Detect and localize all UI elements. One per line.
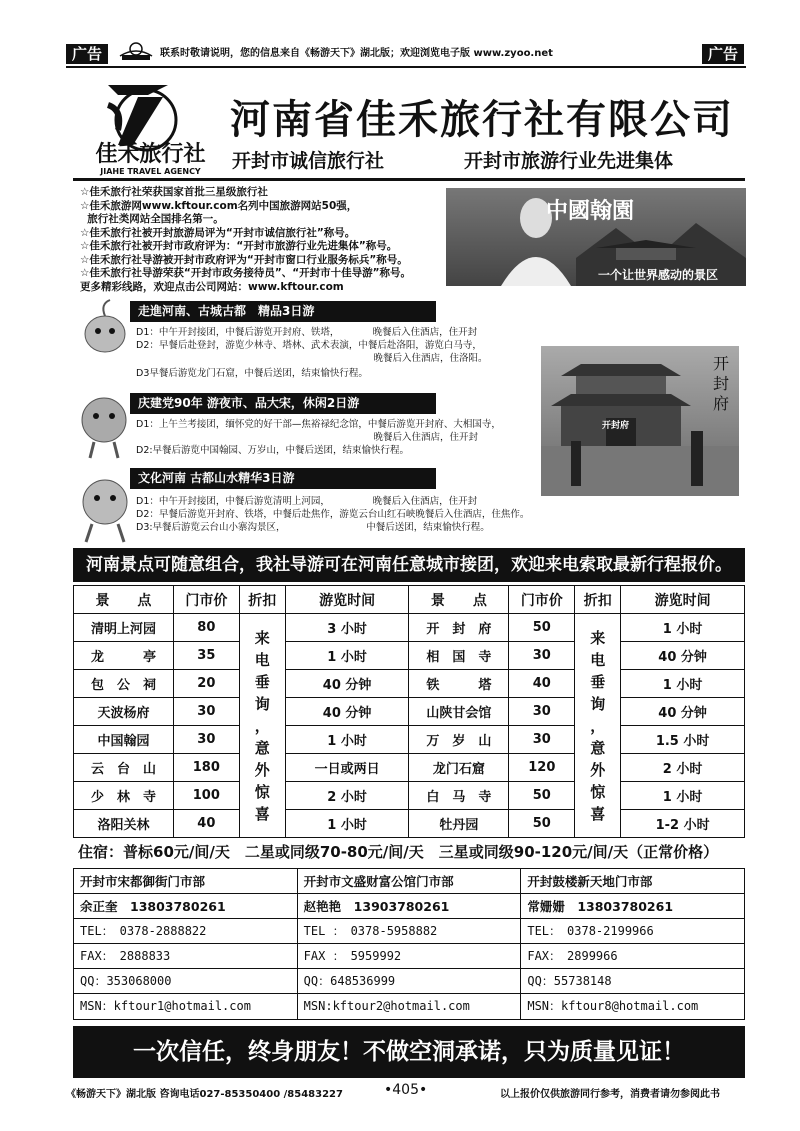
discount-char: 喜 bbox=[590, 804, 606, 823]
itinerary-line: D3早餐后游览龙门石窟，中餐后送团，结束愉快行程。 bbox=[136, 368, 368, 379]
gate-plaque: 开封府 bbox=[602, 421, 630, 431]
itinerary-line: D3:早餐后游览云台山小寨沟景区， 中餐后送团，结束愉快行程。 bbox=[136, 522, 490, 533]
spot-price: 30 bbox=[173, 698, 239, 726]
spot-price: 120 bbox=[509, 754, 575, 782]
header-rule bbox=[66, 66, 746, 68]
discount-char: 来 bbox=[590, 628, 606, 647]
tour-itinerary bbox=[136, 326, 488, 380]
spot-name: 云 台 山 bbox=[74, 754, 174, 782]
spot-duration: 40 分钟 bbox=[621, 698, 745, 726]
discount-char: 垂 bbox=[590, 672, 606, 691]
itinerary-line: 晚餐后入住酒店，住开封 bbox=[136, 432, 479, 443]
store-contact: 赵艳艳 13903780261 bbox=[298, 894, 521, 919]
store-card bbox=[298, 869, 522, 1019]
highlight-item: ☆佳禾旅行社被开封旅游局评为“开封市诚信旅行社”称号。 bbox=[80, 226, 356, 239]
store-fax: FAX： 2899966 bbox=[521, 944, 744, 969]
highlight-item: ☆佳禾旅行社被开封市政府评为：“开封市旅游行业先进集体”称号。 bbox=[80, 240, 398, 252]
itinerary-line: D1：中午开封接团，中餐后游览清明上河园， 晚餐后入住酒店，住开封 bbox=[136, 496, 478, 507]
store-name: 开封市文盛财富公馆门市部 bbox=[298, 869, 521, 894]
price-table bbox=[73, 585, 745, 838]
spot-duration: 40 分钟 bbox=[285, 698, 409, 726]
store-tel: TEL ： 0378-5958882 bbox=[298, 919, 521, 944]
spot-name: 中国翰园 bbox=[74, 726, 174, 754]
logo-english-text: JIAHE TRAVEL AGENCY bbox=[100, 167, 201, 176]
spot-name: 牡丹园 bbox=[409, 810, 509, 838]
spot-name: 龙门石窟 bbox=[409, 754, 509, 782]
highlight-item: ☆佳禾旅游网www.kftour.com名列中国旅游网站50强， bbox=[80, 199, 358, 212]
spot-duration: 1 小时 bbox=[285, 810, 409, 838]
store-tel: TEL： 0378-2199966 bbox=[521, 919, 744, 944]
spot-price: 80 bbox=[173, 614, 239, 642]
itinerary-line: 晚餐后入住酒店，住洛阳。 bbox=[136, 353, 488, 364]
combo-banner: 河南景点可随意组合，我社导游可在河南任意城市接团，欢迎来电索取最新行程报价。 bbox=[73, 548, 745, 582]
tour-title: 走進河南、古城古都 精品3日游 bbox=[130, 301, 436, 322]
discount-char: 外 bbox=[254, 760, 270, 779]
spot-duration: 1 小时 bbox=[285, 642, 409, 670]
header-cell: 景 点 bbox=[409, 586, 509, 614]
spot-price: 30 bbox=[509, 698, 575, 726]
spot-name: 包 公 祠 bbox=[74, 670, 174, 698]
footer-left: 《畅游天下》湖北版 咨询电话027-85350400 /85483227 bbox=[66, 1089, 343, 1100]
spot-price: 40 bbox=[173, 810, 239, 838]
lodging-prices: 住宿：普标60元/间/天 二星或同级70-80元/间/天 三星或同级90-120元/间/天（正常价格） bbox=[78, 843, 719, 861]
itinerary-line: D1：上午兰考接团，缅怀党的好干部—焦裕禄纪念馆，中餐后游览开封府、大相国寺， bbox=[136, 419, 501, 430]
table-row bbox=[74, 726, 745, 754]
header-cell: 游览时间 bbox=[621, 586, 745, 614]
store-name: 开封鼓楼新天地门市部 bbox=[521, 869, 744, 894]
store-msn: MSN：kftour8@hotmail.com bbox=[527, 999, 699, 1013]
spot-name: 少 林 寺 bbox=[74, 782, 174, 810]
itinerary-line: D2：早餐后赴登封，游览少林寺、塔林、武术表演，中餐后赴洛阳，游览白马寺， bbox=[136, 340, 482, 351]
discount-char: 喜 bbox=[254, 804, 270, 823]
spot-price: 30 bbox=[173, 726, 239, 754]
spot-price: 35 bbox=[173, 642, 239, 670]
slogan-left: 开封市诚信旅行社 bbox=[232, 150, 385, 172]
spot-name: 龙 亭 bbox=[74, 642, 174, 670]
spot-duration: 1.5 小时 bbox=[621, 726, 745, 754]
slogan-right: 开封市旅游行业先进集体 bbox=[464, 150, 674, 172]
discount-char: 垂 bbox=[254, 672, 270, 691]
tour-title: 庆建党90年 游夜市、品大宋，休闲2日游 bbox=[130, 393, 436, 414]
spot-duration: 2 小时 bbox=[285, 782, 409, 810]
company-logo bbox=[78, 75, 223, 180]
spot-duration: 40 分钟 bbox=[285, 670, 409, 698]
spot-price: 50 bbox=[509, 614, 575, 642]
palace-image bbox=[541, 346, 739, 496]
spot-name: 山陕甘会馆 bbox=[409, 698, 509, 726]
itinerary-line: D2：早餐后游览开封府、铁塔，中餐后赴焦作，游览云台山红石峡晚餐后入住酒店，住焦作。 bbox=[136, 509, 530, 520]
store-contact: 常姗姗 13803780261 bbox=[521, 894, 744, 919]
header-cell: 门市价 bbox=[173, 586, 239, 614]
spot-duration: 2 小时 bbox=[621, 754, 745, 782]
spot-price: 30 bbox=[509, 642, 575, 670]
spot-duration: 40 分钟 bbox=[621, 642, 745, 670]
publisher-note: 联系时敬请说明，您的信息来自《畅游天下》湖北版；欢迎浏览电子版 www.zyoo.net bbox=[160, 48, 553, 59]
spot-name: 白 马 寺 bbox=[409, 782, 509, 810]
store-contact: 余正奎 13803780261 bbox=[74, 894, 297, 919]
itinerary-line: D1：中午开封接团，中餐后游览开封府、铁塔， 晚餐后入住酒店，住开封 bbox=[136, 327, 478, 338]
highlights-list bbox=[80, 186, 411, 294]
store-tel: TEL： 0378-2888822 bbox=[74, 919, 297, 944]
discount-char: ， bbox=[254, 716, 270, 735]
discount-char: 惊 bbox=[590, 782, 606, 801]
spot-name: 清明上河园 bbox=[74, 614, 174, 642]
header-cell: 游览时间 bbox=[285, 586, 409, 614]
store-qq: QQ：353068000 bbox=[74, 969, 297, 994]
discount-char: 外 bbox=[590, 760, 606, 779]
photo-caption: 一个让世界感动的景区 bbox=[598, 268, 719, 282]
spot-price: 20 bbox=[173, 670, 239, 698]
spot-name: 铁 塔 bbox=[409, 670, 509, 698]
discount-char: 询 bbox=[254, 694, 270, 713]
store-qq: QQ：648536999 bbox=[298, 969, 521, 994]
discount-char: 惊 bbox=[254, 782, 270, 801]
discount-note-right bbox=[575, 614, 621, 838]
highlight-website: 更多精彩线路，欢迎点击公司网站：www.kftour.com bbox=[80, 280, 344, 293]
store-msn: MSN:kftour2@hotmail.com bbox=[303, 999, 470, 1013]
photo-kaifengfu bbox=[541, 346, 739, 496]
table-row bbox=[74, 670, 745, 698]
spot-price: 50 bbox=[509, 810, 575, 838]
store-name: 开封市宋都御街门市部 bbox=[74, 869, 297, 894]
logo-chinese-text: 佳禾旅行社 bbox=[95, 141, 206, 167]
ad-label-left: 广告 bbox=[66, 44, 108, 64]
table-row bbox=[74, 614, 745, 642]
company-name: 河南省佳禾旅行社有限公司 bbox=[230, 97, 734, 143]
spot-name: 万 岁 山 bbox=[409, 726, 509, 754]
tour-itinerary bbox=[136, 495, 529, 534]
spot-price: 50 bbox=[509, 782, 575, 810]
spot-duration: 1 小时 bbox=[621, 782, 745, 810]
header-cell: 折扣 bbox=[239, 586, 285, 614]
header-cell: 景 点 bbox=[74, 586, 174, 614]
itinerary-line: D2:早餐后游览中国翰园、万岁山，中餐后送团，结束愉快行程。 bbox=[136, 445, 410, 456]
table-row bbox=[74, 754, 745, 782]
table-header-row bbox=[74, 586, 745, 614]
store-card bbox=[74, 869, 298, 1019]
spot-price: 100 bbox=[173, 782, 239, 810]
photo-hanyuan bbox=[446, 188, 746, 286]
spot-duration: 一日或两日 bbox=[285, 754, 409, 782]
table-row bbox=[74, 698, 745, 726]
spot-price: 40 bbox=[509, 670, 575, 698]
table-row bbox=[74, 642, 745, 670]
spot-name: 相 国 寺 bbox=[409, 642, 509, 670]
company-rule bbox=[73, 178, 745, 181]
photo-vertical-caption: 开封府 bbox=[713, 354, 730, 413]
table-row bbox=[74, 810, 745, 838]
discount-char: ， bbox=[590, 716, 606, 735]
bottom-slogan: 一次信任，终身朋友！不做空洞承诺，只为质量见证！ bbox=[73, 1026, 745, 1078]
mascot-icon bbox=[78, 468, 132, 546]
spot-duration: 1 小时 bbox=[621, 670, 745, 698]
tour-title: 文化河南 古都山水精华3日游 bbox=[130, 468, 436, 489]
ad-label-right: 广告 bbox=[702, 44, 744, 64]
discount-char: 来 bbox=[254, 628, 270, 647]
page-number: •405• bbox=[384, 1082, 428, 1098]
photo-brand: 中國翰園 bbox=[546, 198, 635, 224]
spot-name: 开 封 府 bbox=[409, 614, 509, 642]
spot-duration: 3 小时 bbox=[285, 614, 409, 642]
store-contacts bbox=[73, 868, 745, 1020]
highlight-item: ☆佳禾旅行社荣获国家首批三星级旅行社 bbox=[80, 186, 268, 198]
discount-char: 意 bbox=[254, 738, 270, 757]
discount-char: 电 bbox=[254, 650, 270, 669]
store-card bbox=[521, 869, 744, 1019]
header-cell: 折扣 bbox=[575, 586, 621, 614]
spot-duration: 1 小时 bbox=[621, 614, 745, 642]
store-msn: MSN：kftour1@hotmail.com bbox=[80, 999, 251, 1013]
spot-price: 30 bbox=[509, 726, 575, 754]
spot-price: 180 bbox=[173, 754, 239, 782]
store-qq: QQ：55738148 bbox=[521, 969, 744, 994]
store-fax: FAX： 2888833 bbox=[74, 944, 297, 969]
discount-char: 意 bbox=[590, 738, 606, 757]
discount-char: 电 bbox=[590, 650, 606, 669]
discount-char: 询 bbox=[590, 694, 606, 713]
highlight-item: ☆佳禾旅行社导游荣获“开封市政务接待员”、“开封市十佳导游”称号。 bbox=[80, 267, 412, 279]
footer-right: 以上报价仅供旅游同行参考，消费者请勿参阅此书 bbox=[500, 1089, 720, 1100]
magazine-logo-icon bbox=[118, 40, 154, 62]
discount-note-left bbox=[239, 614, 285, 838]
table-row bbox=[74, 782, 745, 810]
spot-name: 洛阳关林 bbox=[74, 810, 174, 838]
spot-duration: 1-2 小时 bbox=[621, 810, 745, 838]
highlight-item: ☆佳禾旅行社导游被开封市政府评为“开封市窗口行业服务标兵”称号。 bbox=[80, 253, 408, 266]
highlight-item: 旅行社类网站全国排名第一。 bbox=[80, 213, 224, 225]
header-cell: 门市价 bbox=[509, 586, 575, 614]
mascot-icon bbox=[80, 298, 130, 358]
store-fax: FAX ： 5959992 bbox=[298, 944, 521, 969]
spot-duration: 1 小时 bbox=[285, 726, 409, 754]
spot-name: 天波杨府 bbox=[74, 698, 174, 726]
mascot-icon bbox=[78, 380, 130, 460]
tour-itinerary bbox=[136, 418, 501, 457]
